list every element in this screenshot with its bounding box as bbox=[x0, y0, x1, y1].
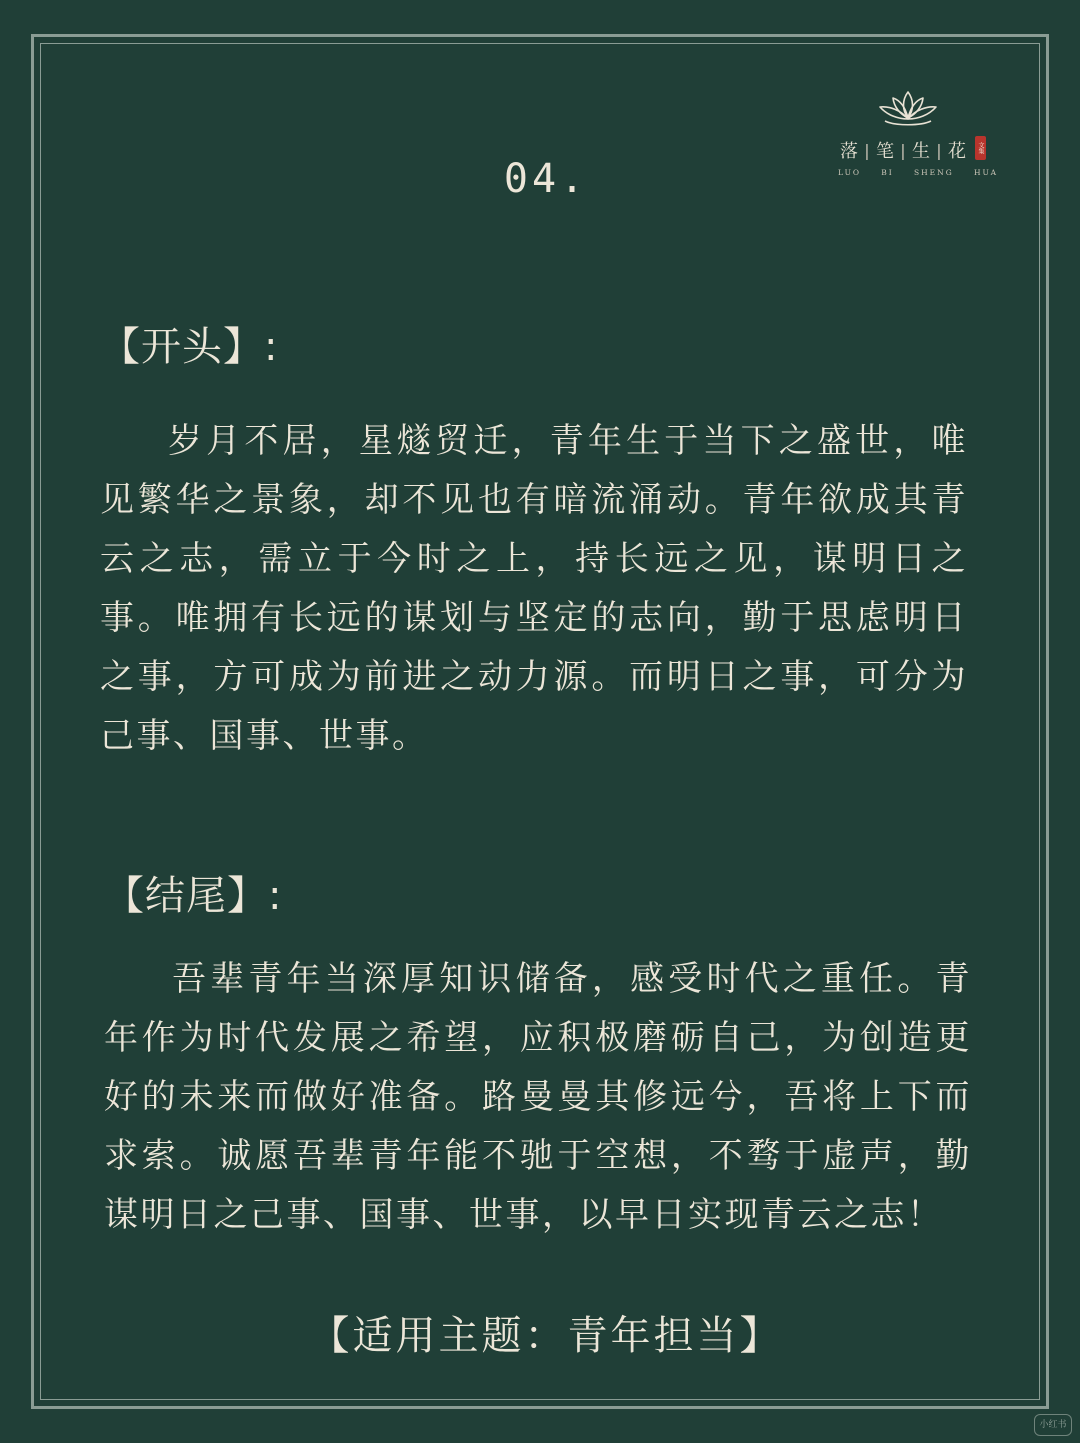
platform-watermark: 小红书 bbox=[1034, 1414, 1072, 1436]
lotus-icon bbox=[875, 88, 941, 130]
logo-pinyin-syllable: SHENG bbox=[914, 168, 954, 177]
logo-pinyin-syllable: BI bbox=[881, 168, 894, 177]
logo-char: 落 bbox=[840, 141, 858, 162]
opening-heading: 【开头】: bbox=[100, 324, 279, 370]
logo-seal-stamp: 文集 bbox=[975, 136, 986, 160]
opening-paragraph: 岁月不居，星燧贸迁，青年生于当下之盛世，唯见繁华之景象，却不见也有暗流涌动。青年欲成其青云之志，需立于今时之上，持长远之见，谋明日之事。唯拥有长远的谋划与坚定的志向，勤于思虑明日之事，方可成为前进之动力源。而明日之事，可分为己事、国事、世事。 bbox=[100, 421, 968, 756]
logo-char: 生 bbox=[912, 141, 930, 162]
closing-paragraph: 吾辈青年当深厚知识储备，感受时代之重任。青年作为时代发展之希望，应积极磨砺自己，为创造更好的未来而做好准备。路曼曼其修远兮，吾将上下而求索。诚愿吾辈青年能不驰于空想，不骛于虚声，勤谋明日之己事、国事、世事，以早日实现青云之志！ bbox=[104, 959, 972, 1235]
logo-char: 笔 bbox=[876, 141, 894, 162]
logo-separator: | bbox=[864, 140, 870, 160]
logo-pinyin-syllable: LUO bbox=[838, 168, 862, 177]
section-number: 04. bbox=[503, 156, 589, 202]
closing-heading: 【结尾】: bbox=[104, 873, 283, 919]
logo-pinyin-syllable: HUA bbox=[973, 168, 998, 177]
applicable-theme: 【适用主题：青年担当】 bbox=[309, 1313, 783, 1359]
logo-separator: | bbox=[936, 140, 942, 160]
logo-char: 花 bbox=[948, 141, 966, 162]
logo-separator: | bbox=[900, 140, 906, 160]
